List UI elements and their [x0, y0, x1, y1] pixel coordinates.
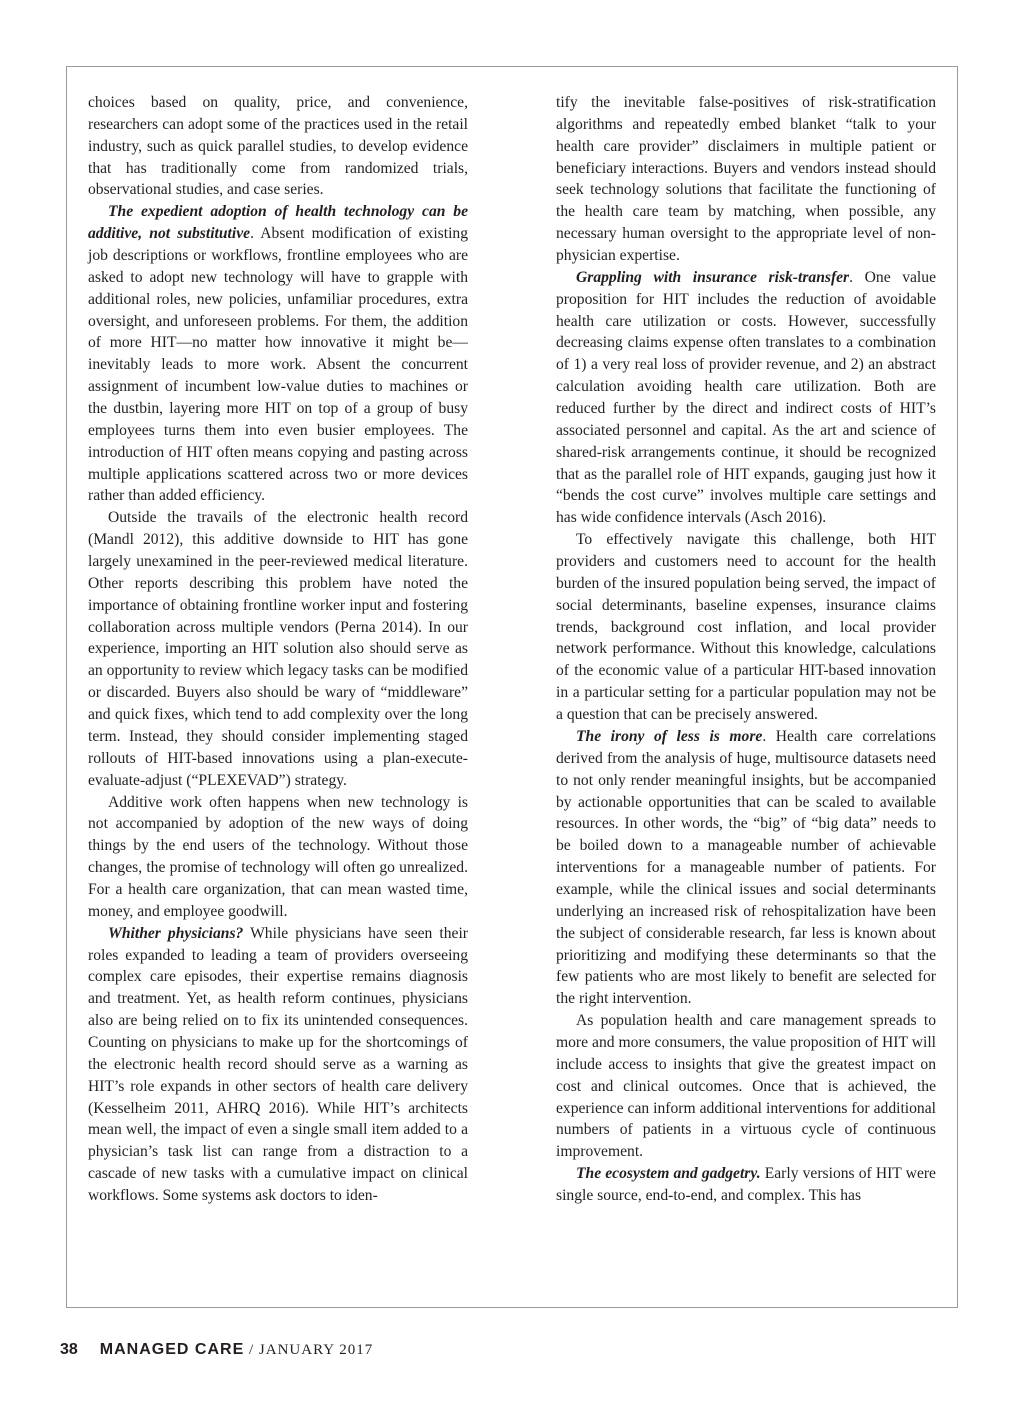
magazine-title: MANAGED CARE — [99, 1341, 245, 1358]
run-in-heading: The expedient adoption of health technology can be additive, not substitutive — [88, 203, 468, 243]
paragraph-text: While physicians have seen their roles expanded to leading a team of providers overseeing complex care episodes, their expertise remains diagnosis and treatment. Yet, as health reform continues, physicians also are being relied on to fix its unintended consequences. Counting on physicians to make up for the shortcomings of the electronic health record should serve as a warning as HIT’s role expands in other sectors of health care delivery (Kesselheim 2011, AHRQ 2016). While HIT’s architects mean well, the impact of even a single small item added to a physician’s task list can range from a distraction to a cascade of new tasks with a cumulative impact on clinical workflows. Some systems ask doctors to iden- — [88, 924, 468, 1204]
run-in-heading: The ecosystem and gadgetry. — [576, 1165, 761, 1183]
paragraph: choices based on quality, price, and convenience, researchers can adopt some of the practices used in the retail industry, such as quick parallel studies, to develop evidence that has traditionally come from randomized trials, observational studies, and case series. — [88, 94, 468, 199]
paragraph — [88, 923, 468, 1207]
paragraph: Additive work often happens when new technology is not accompanied by adoption of the new ways of doing things by the end users of the technology. Without those changes, the promise of technology will often go unrealized. For a health care organization, that can mean wasted time, money, and employee goodwill. — [88, 793, 468, 920]
paragraph: Outside the travails of the electronic health record (Mandl 2012), this additive downside to HIT has gone largely unexamined in the peer-reviewed medical literature. Other reports describing this problem have noted the importance of obtaining frontline worker input and fostering collaboration across multiple vendors (Perna 2014). In our experience, importing an HIT solution also should serve as an opportunity to review which legacy tasks can be modified or discarded. Buyers also should be wary of “middleware” and quick fixes, which tend to add complexity over the long term. Instead, they should consider implementing staged rollouts of HIT-based innovations using a plan-execute-evaluate-adjust (“PLEXEVAD”) strategy. — [88, 509, 468, 789]
paragraph: tify the inevitable false-positives of risk-stratification algorithms and repeatedly embed blanket “talk to your health care provider” disclaimers in multiple patient or beneficiary interactions. Buyers and vendors instead should seek technology solutions that facilitate the functioning of the health care team by matching, when possible, any necessary human oversight to the appropriate level of non-physician expertise. — [556, 94, 936, 265]
paragraph-text: . One value proposition for HIT includes the reduction of avoidable health care utilization or costs. However, successfully decreasing claims expense often translates to a combination of 1) a very real loss of provider revenue, and 2) an abstract calculation avoiding health care utilization. Both are reduced further by the direct and indirect costs of HIT’s associated personnel and capital. As the art and science of shared-risk arrangements continue, it should be recognized that as the parallel role of HIT expands, gauging just how it “bends the cost curve” involves multiple care settings and has wide confidence intervals (Asch 2016). — [556, 268, 936, 527]
issue-date: JANUARY 2017 — [258, 1342, 374, 1358]
run-in-heading: Whither physicians? — [108, 924, 244, 942]
paragraph — [556, 1163, 936, 1207]
page-number: 38 — [60, 1341, 78, 1358]
paragraph-text: Early versions of HIT were single source, end-to-end, and complex. This has — [556, 1165, 936, 1204]
run-in-heading: The irony of less is more — [576, 727, 763, 745]
page-footer — [60, 1341, 373, 1359]
paragraph-text: . Absent modification of existing job descriptions or workflows, frontline employees who are asked to adopt new technology will have to grapple with additional roles, new policies, unfamiliar procedures, extra oversight, and unforeseen problems. For them, the addition of more HIT—no matter how innovative it might be—inevitably leads to more work. Absent the concurrent assignment of incumbent low-value duties to machines or the dustbin, layering more HIT on top of a group of busy employees turns them into even busier employees. The introduction of HIT often means copying and pasting across multiple applications scattered across two or more devices rather than added efficiency. — [88, 225, 469, 505]
paragraph — [556, 726, 936, 1010]
right-column — [556, 92, 936, 1207]
left-column — [88, 92, 468, 1207]
run-in-heading: Grappling with insurance risk-transfer — [576, 268, 850, 286]
paragraph: To effectively navigate this challenge, both HIT providers and customers need to account for the health burden of the insured population being served, the impact of social determinants, baseline expenses, insurance claims trends, background cost inflation, and local provider network performance. Without this knowledge, calculations of the economic value of a particular HIT-based innovation in a particular setting for a particular population may not be a question that can be precisely answered. — [556, 531, 936, 724]
paragraph-text: . Health care correlations derived from the analysis of huge, multisource datasets need to not only render meaningful insights, but be accompanied by actionable opportunities that can be scaled to available resources. In other words, the “big” of “big data” needs to be boiled down to a manageable number of achievable interventions for a manageable number of patients. For example, while the clinical issues and social determinants underlying an increased risk of rehospitalization have been the subject of considerable research, far less is known about prioritizing and modifying these determinants so that the few patients who are most likely to benefit are selected for the right intervention. — [556, 727, 936, 1008]
paragraph: As population health and care management spreads to more and more consumers, the value proposition of HIT will include access to insights that give the greatest impact on cost and clinical outcomes. Once that is achieved, the experience can inform additional interventions for additional numbers of patients in a virtuous cycle of continuous improvement. — [556, 1012, 936, 1161]
paragraph — [556, 267, 936, 529]
footer-separator: / — [244, 1342, 259, 1358]
paragraph — [88, 201, 468, 507]
